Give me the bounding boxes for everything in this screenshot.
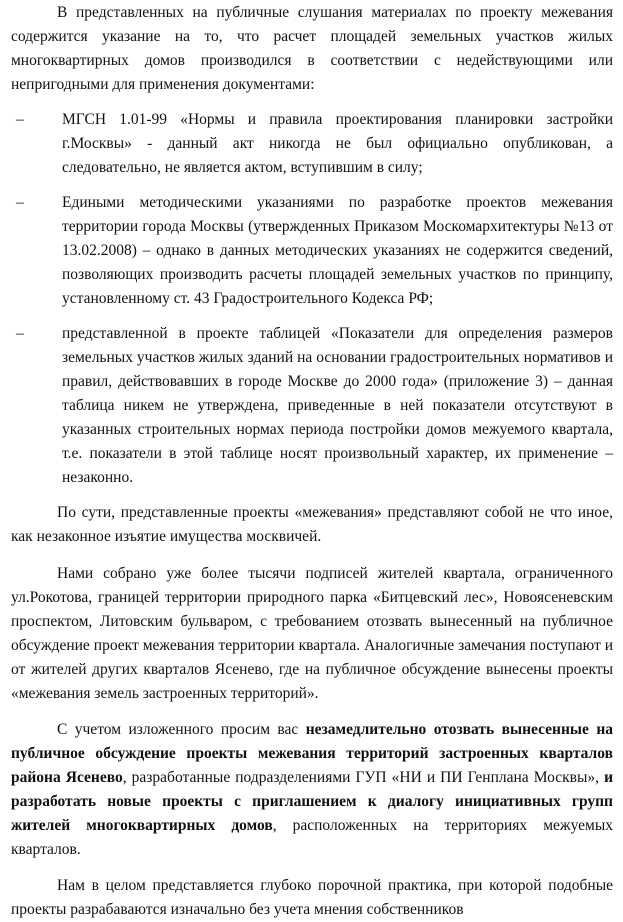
request-bold-new-projects: и разработать новые проекты с приглашением к диалогу инициативных групп жителей многоквартирных домов [11,769,613,834]
list-item-text: МГСН 1.01-99 «Нормы и правила проектирования планировки застройки г.Москвы» - данный акт никогда не был официально опубликован, а следовательно, не является актом, вступившим в силу; [62,111,613,176]
paragraph-practice: Нам в целом представляется глубоко порочной практика, при которой подобные проекты разрабаваются изначально без учета мнения собственников [11,877,613,918]
list-item [11,108,613,180]
request-text: , расположенных на территориях межуемых кварталов. [11,817,614,858]
list-item [11,322,613,490]
list-item-text: представленной в проекте таблицей «Показатели для определения размеров земельных участков жилых зданий на основании градостроительных нормативов и правил, действовавших в городе Москве до 2000 года» (приложение 3) – данная таблица никем не утверждена, приведенные в ней показатели отсутствуют в указанных строительных нормах периода постройки домов межуемого квартала, т.е. показатели в этой таблице носят произвольный характер, их применение – незаконно. [62,325,613,486]
request-text: С учетом изложенного просим вас [57,721,306,738]
paragraph-intro: В представленных на публичные слушания материалах по проекту межевания содержится указание на то, что расчет площадей земельных участков жилых многоквартирных домов производился в соответствии с недействующими или непригодными для применения документами: [11,4,613,93]
list-item [11,191,613,311]
list-dash: – [16,325,24,342]
list-dash: – [16,194,24,211]
list-dash: – [16,111,24,128]
paragraph-signatures: Нами собрано уже более тысячи подписей жителей квартала, ограниченного ул.Рокотова, границей территории природного парка «Битцевский лес», Новоясеневским проспектом, Литовским бульваром, с требованием отозвать вынесенный на публичное обсуждение проект межевания территории квартала. Аналогичные замечания поступают и от жителей других кварталов Ясенево, где на публичное обсуждение вынесены проекты «межевания земель застроенных территорий». [11,565,613,702]
documents-list [11,108,613,490]
list-item-text: Едиными методическими указаниями по разработке проектов межевания территории города Москвы (утвержденных Приказом Москомархитектуры №13 от 13.02.2008) – однако в данных методических указаниях не содержится сведений, позволяющих производить расчеты площадей земельных участков по принципу, установленному ст. 43 Градостроительного Кодекса РФ; [62,194,613,307]
paragraph-summary: По сути, представленные проекты «межевания» представляют собой не что иное, как незаконное изъятие имущества москвичей. [11,504,613,545]
request-text: , разработанные подразделениями ГУП «НИ и ПИ Генплана Москвы», [122,769,605,786]
paragraph-request [11,718,613,862]
request-bold-recall: незамедлительно отозвать вынесенные на публичное обсуждение проекты межевания территорий застроенных кварталов района Ясенево [11,721,613,786]
